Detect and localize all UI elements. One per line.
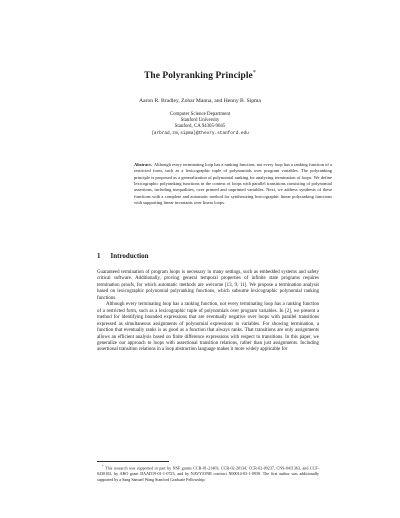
section-number: 1 [97,252,101,260]
affiliation-university: Stanford University [180,118,220,124]
section-title: Introduction [110,252,149,260]
title-footnote-mark: * [252,70,256,76]
affiliation-email: {arbrad,zm,sipma}@theory.stanford.edu [151,130,249,136]
abstract-label: Abstract. [134,162,152,167]
affiliation-address: Stanford, CA 94305-9045 [174,124,226,130]
footnote-mark: * [102,464,104,468]
affiliation-block [0,112,400,137]
paragraph-1: Guaranteed termination of program loops is necessary in many settings, such as embedded systems and safety critical software. Additionally, proving general temporal properties of infinite state programs requires termination proofs, for which automatic methods are welcome [13, 9, 11]. We propose a termination analysis based on lexicographic polynomial polyranking functions, which subsume lexicographic polynomial ranking functions. [97,270,319,301]
footnote-text: This research was supported in part by NSF grants CCR-01-21403, CCR-02-20134, CCR-02-09237, CNS-0411363, and CCF-0430102, by ARO grant DAAD19-01-1-0723, and by NAVY/ONR contract N00014-03-1-0939. The first author was additionally supported by a Sang Samuel Wang Stanford Graduate Fellowship. [97,465,319,482]
section-heading [97,252,149,260]
footnote [97,464,319,482]
footnote-rule [97,461,169,462]
paper-title [0,70,400,81]
affiliation-department: Computer Science Department [169,112,231,117]
title-text: The Polyranking Principle [144,71,253,82]
abstract-block [134,162,332,206]
abstract-text: Although every terminating loop has a ranking function, not every loop has a ranking function of a restricted form, such as a lexicographic tuple of polynomials over program variables. The polyranking principle is proposed as a generalization of polynomial ranking for analyzing termination of loops. We define lexicographic polyranking functions in the context of loops with parallel transitions consisting of polynomial assertions, including inequalities, over primed and unprimed variables. Next, we address synthesis of these functions with a complete and automatic method for synthesizing lexicographic linear polyranking functions with supporting linear invariants over linear loops. [134,162,332,206]
author-list: Aaron R. Bradley, Zohar Manna, and Henny B. Sipma [139,98,261,104]
body-text [97,270,319,354]
paragraph-2: Although every terminating loop has a ranking function, not every terminating loop has a ranking function of a restricted form, such as a lexicographic tuple of polynomials over program variables. In [2], we present a method for identifying bounded expressions that are eventually negative over loops with parallel transitions expressed as simultaneous assignments of polynomial expressions to variables. For showing termination, a function that eventually ranks is as good as a function that always ranks. That transitions are only assignments allows an efficient analysis based on finite difference expressions with respect to transitions. In this paper, we generalize our approach to loops with assertional transition relations, rather than just assignments. Including assertional transition relations in a loop abstraction language makes it more widely applicable for [97,302,319,353]
